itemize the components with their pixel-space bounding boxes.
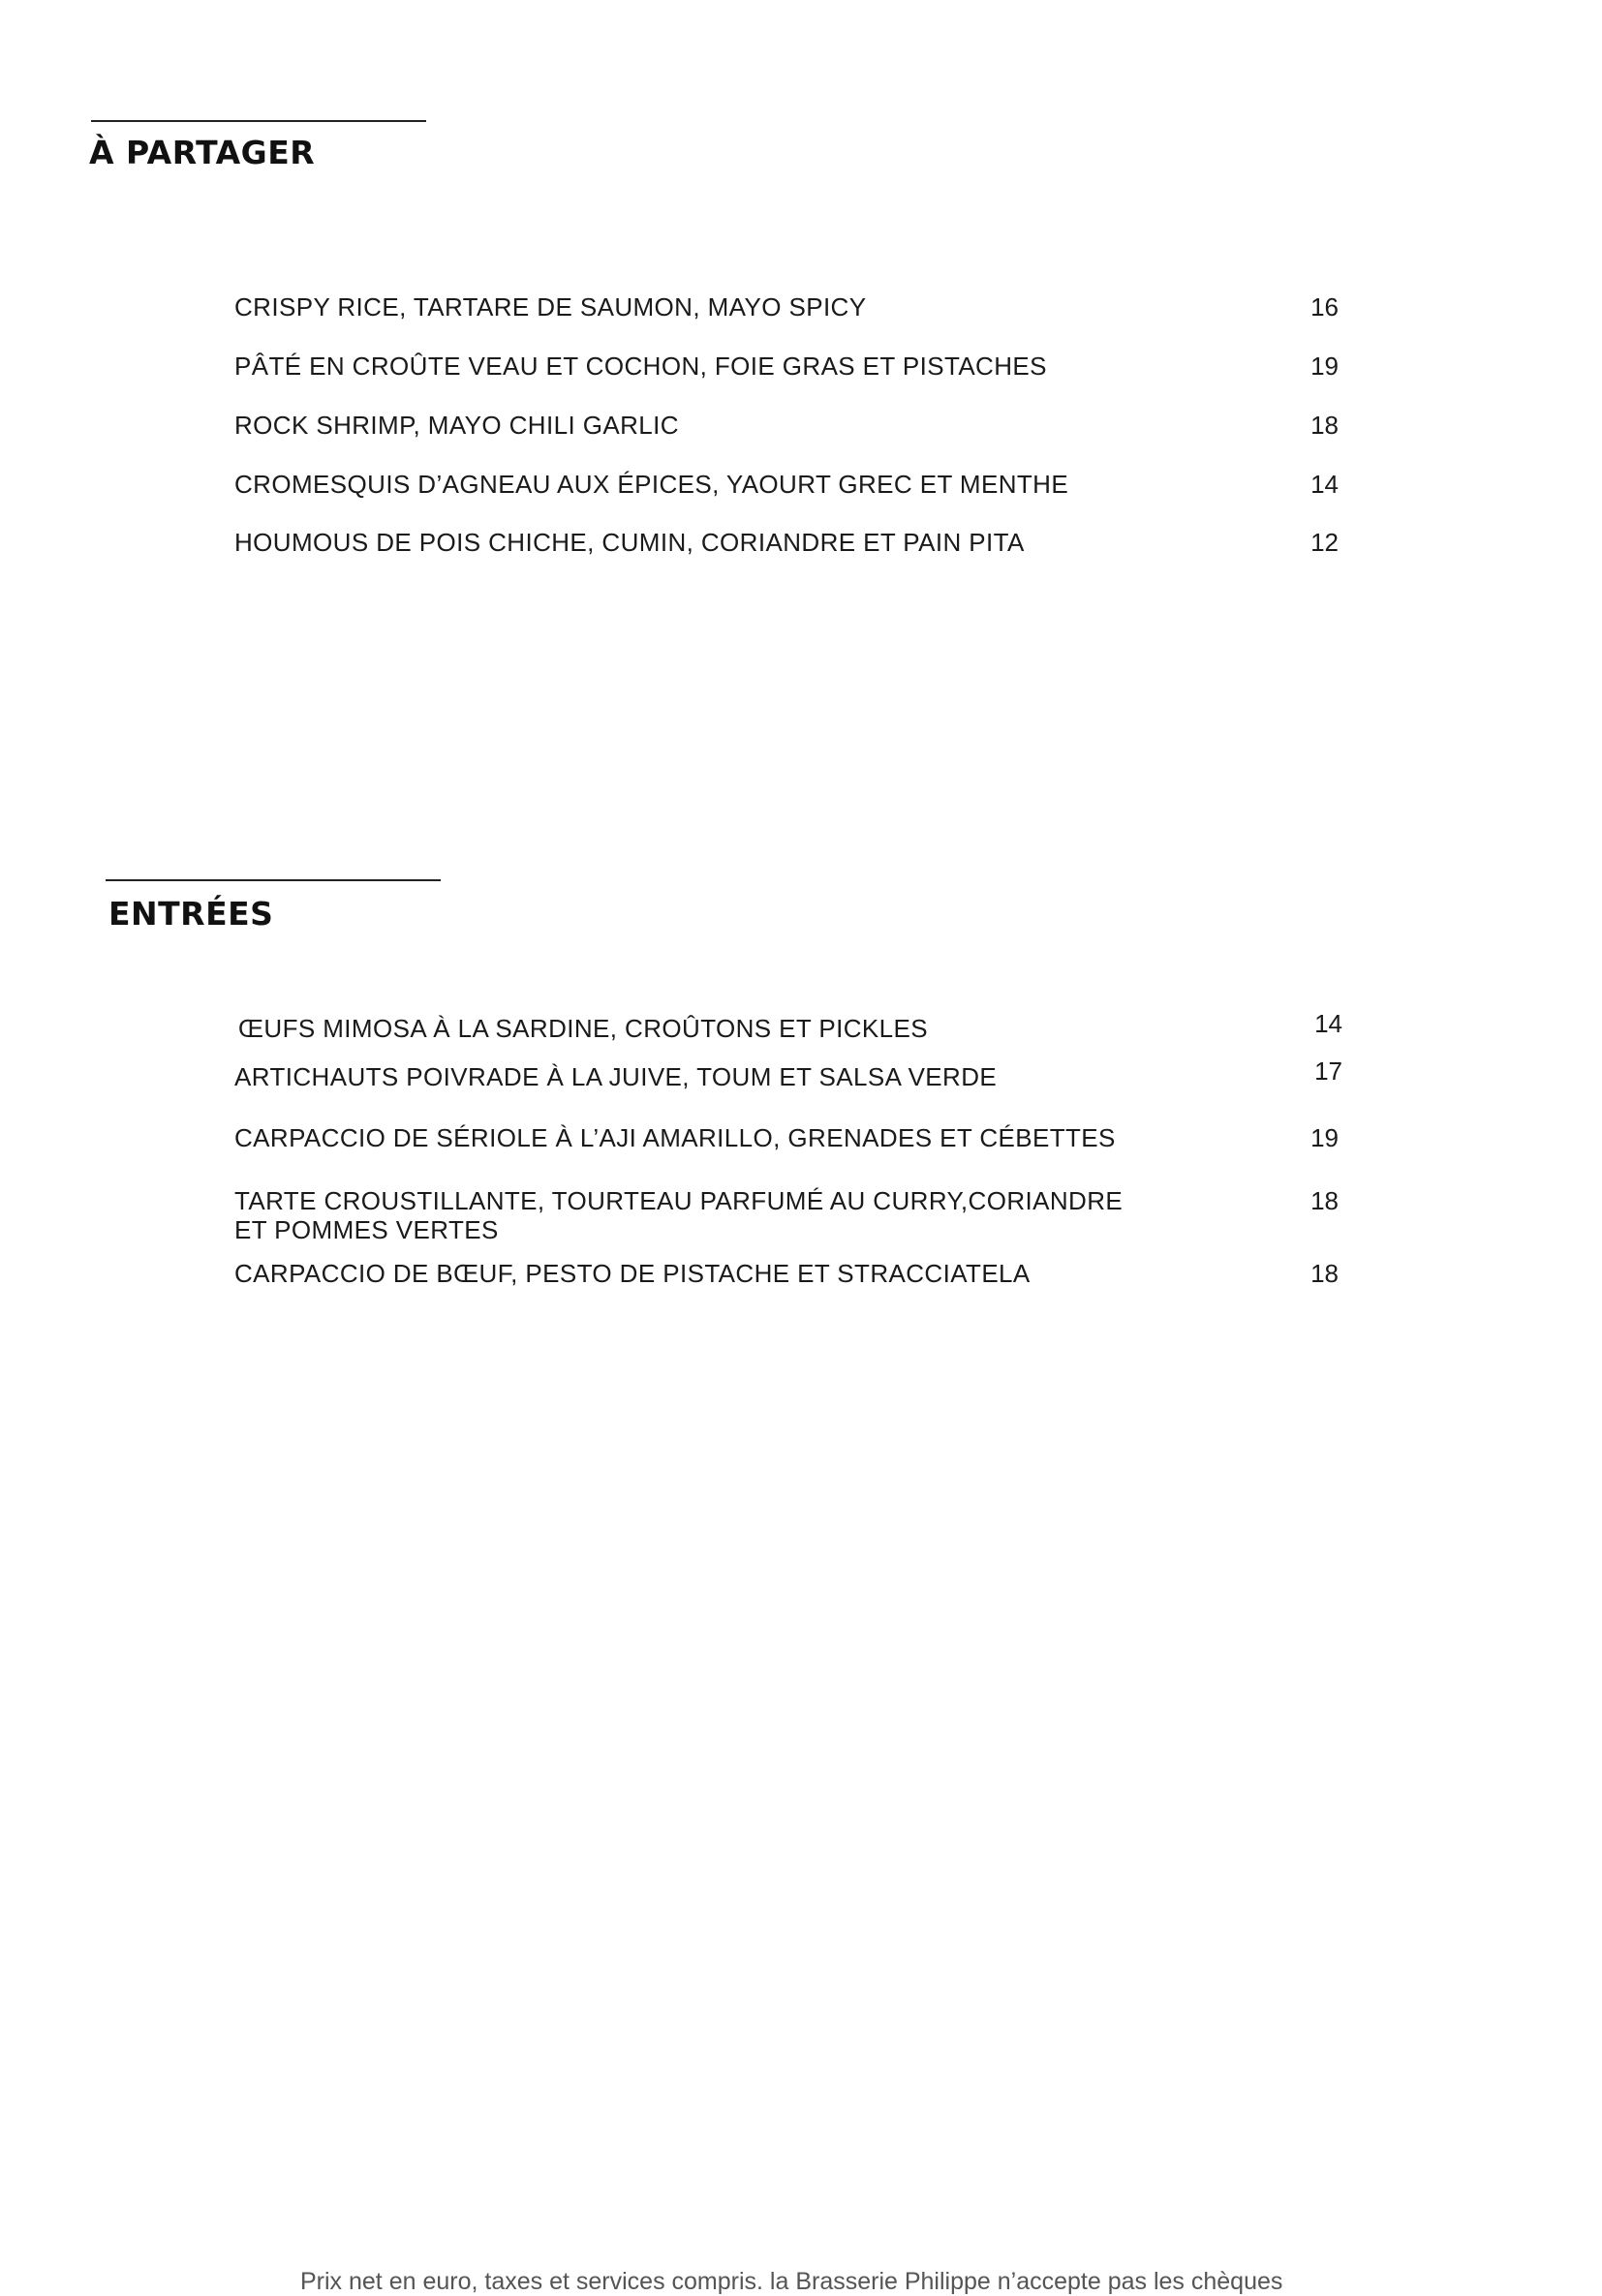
menu-item-price: 12: [1310, 528, 1339, 557]
menu-item: [234, 1009, 1342, 1053]
menu-item-name: CARPACCIO DE BŒUF, PESTO DE PISTACHE ET STRACCIATELA: [234, 1259, 1031, 1288]
section-divider-partager: [91, 120, 426, 122]
menu-item-name: ARTICHAUTS POIVRADE À LA JUIVE, TOUM ET SALSA VERDE: [234, 1062, 998, 1091]
menu-item-price: 19: [1310, 1123, 1339, 1152]
section-divider-entrees: [106, 879, 441, 881]
menu-item-name: CRISPY RICE, TARTARE DE SAUMON, MAYO SPICY: [234, 292, 867, 321]
menu-item: [234, 1056, 1342, 1101]
menu-item: [234, 528, 1339, 566]
menu-item-name: TARTE CROUSTILLANTE, TOURTEAU PARFUMÉ AU CURRY,CORIANDRE ET POMMES VERTES: [234, 1186, 1124, 1244]
menu-item-price: 17: [1314, 1056, 1342, 1086]
section-title-entrees: ENTRÉES: [108, 895, 274, 933]
menu-item: [234, 1186, 1339, 1246]
menu-item-price: 18: [1310, 1259, 1339, 1288]
menu-item-price: 19: [1310, 352, 1339, 381]
menu-item-name: PÂTÉ EN CROÛTE VEAU ET COCHON, FOIE GRAS ET PISTACHES: [234, 352, 1047, 381]
menu-item-price: 18: [1310, 1186, 1339, 1215]
menu-item-name: CARPACCIO DE SÉRIOLE À L’AJI AMARILLO, GRENADES ET CÉBETTES: [234, 1123, 1116, 1152]
section-title-partager: À PARTAGER: [89, 134, 316, 171]
menu-item-name: HOUMOUS DE POIS CHICHE, CUMIN, CORIANDRE ET PAIN PITA: [234, 528, 1025, 557]
menu-item: [234, 1259, 1339, 1298]
menu-item-price: 14: [1314, 1009, 1342, 1038]
menu-item: [234, 352, 1339, 390]
footer-note: Prix net en euro, taxes et services compris. la Brasserie Philippe n’accepte pas les chèques: [300, 2268, 1283, 2295]
menu-item: [234, 1123, 1339, 1162]
menu-item-price: 18: [1310, 411, 1339, 440]
menu-item: [234, 292, 1339, 331]
menu-item-price: 14: [1310, 470, 1339, 499]
menu-item-price: 16: [1310, 292, 1339, 321]
menu-item-name: ŒUFS MIMOSA À LA SARDINE, CROÛTONS ET PICKLES: [238, 1014, 928, 1043]
menu-item-name: ROCK SHRIMP, MAYO CHILI GARLIC: [234, 411, 679, 440]
menu-item: [234, 411, 1339, 449]
menu-item: [234, 470, 1339, 508]
menu-item-name: CROMESQUIS D’AGNEAU AUX ÉPICES, YAOURT GREC ET MENTHE: [234, 470, 1069, 499]
